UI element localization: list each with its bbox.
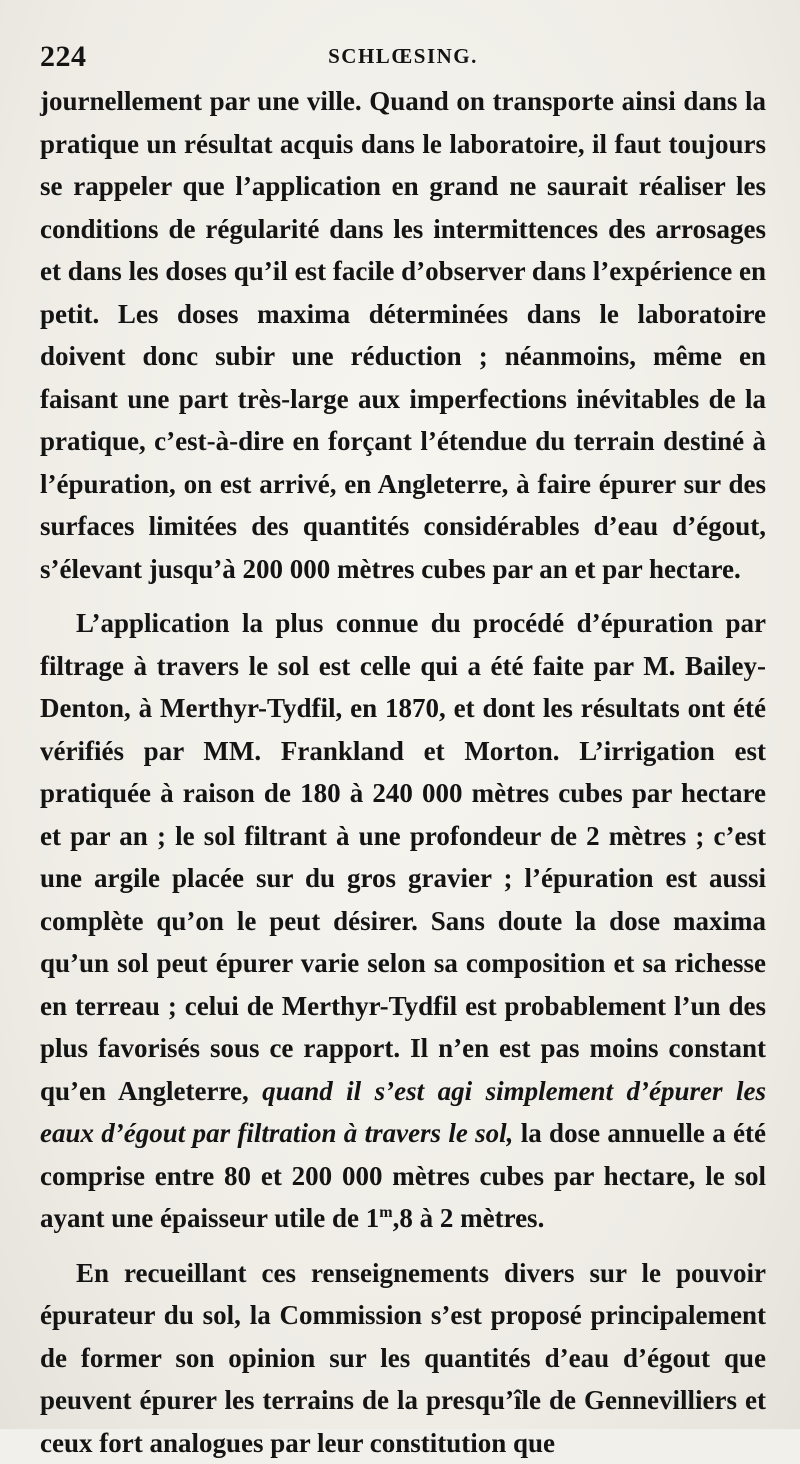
paragraph-1: journellement par une ville. Quand on transporte ainsi dans la pratique un résultat acquis dans le laboratoire, il faut toujours se rappeler que l’application en grand ne saurait réaliser les conditions de régularité dans les intermittences des arrosages et dans les doses qu’il est facile d’observer dans l’expérience en petit. Les doses maxima déterminées dans le laboratoire doivent donc subir une réduction ; néanmoins, même en faisant une part très-large aux imperfections inévitables de la pratique, c’est-à-dire en forçant l’étendue du terrain destiné à l’épuration, on est arrivé, en Angleterre, à faire épurer sur des surfaces limitées des quantités considérables d’eau d’égout, s’élevant jusqu’à 200 000 mètres cubes par an et par hectare. xyxy=(40,80,766,590)
page-number: 224 xyxy=(40,40,87,74)
paragraph-2 xyxy=(40,602,766,1240)
paragraph-2-text-after: la dose annuelle a été comprise entre 80 et 200 000 mètres cubes par hectare, le sol ayant une épaisseur utile de 1 xyxy=(40,1118,766,1233)
paragraph-2-end: ,8 à 2 mètres. xyxy=(393,1203,545,1233)
running-head xyxy=(40,34,766,74)
body-text xyxy=(40,80,766,1464)
running-title: SCHLŒSING. xyxy=(40,44,766,69)
paragraph-2-italic: quand il s’est agi simplement d’épurer les eaux d’égout par filtration à travers le sol, xyxy=(40,1076,766,1149)
paragraph-2-text: L’application la plus connue du procédé d’épuration par filtrage à travers le sol est celle qui a été faite par M. Bailey-Denton, à Merthyr-Tydfil, en 1870, et dont les résultats ont été vérifiés par MM. Frankland et Morton. L’irrigation est pratiquée à raison de 180 à 240 000 mètres cubes par hectare et par an ; le sol filtrant à une profondeur de 2 mètres ; c’est une argile placée sur du gros gravier ; l’épuration est aussi complète qu’on le peut désirer. Sans doute la dose maxima qu’un sol peut épurer varie selon sa composition et sa richesse en terreau ; celui de Merthyr-Tydfil est probablement l’un des plus favorisés sous ce rapport. Il n’en est pas moins constant qu’en Angleterre, xyxy=(40,608,766,1106)
superscript-unit: m xyxy=(379,1204,392,1221)
paragraph-3: En recueillant ces renseignements divers sur le pouvoir épurateur du sol, la Commission s’est proposé principalement de former son opinion sur les quantités d’eau d’égout que peuvent épurer les terrains de la presqu’île de Gennevilliers et ceux fort analogues par leur constitution que xyxy=(40,1252,766,1464)
